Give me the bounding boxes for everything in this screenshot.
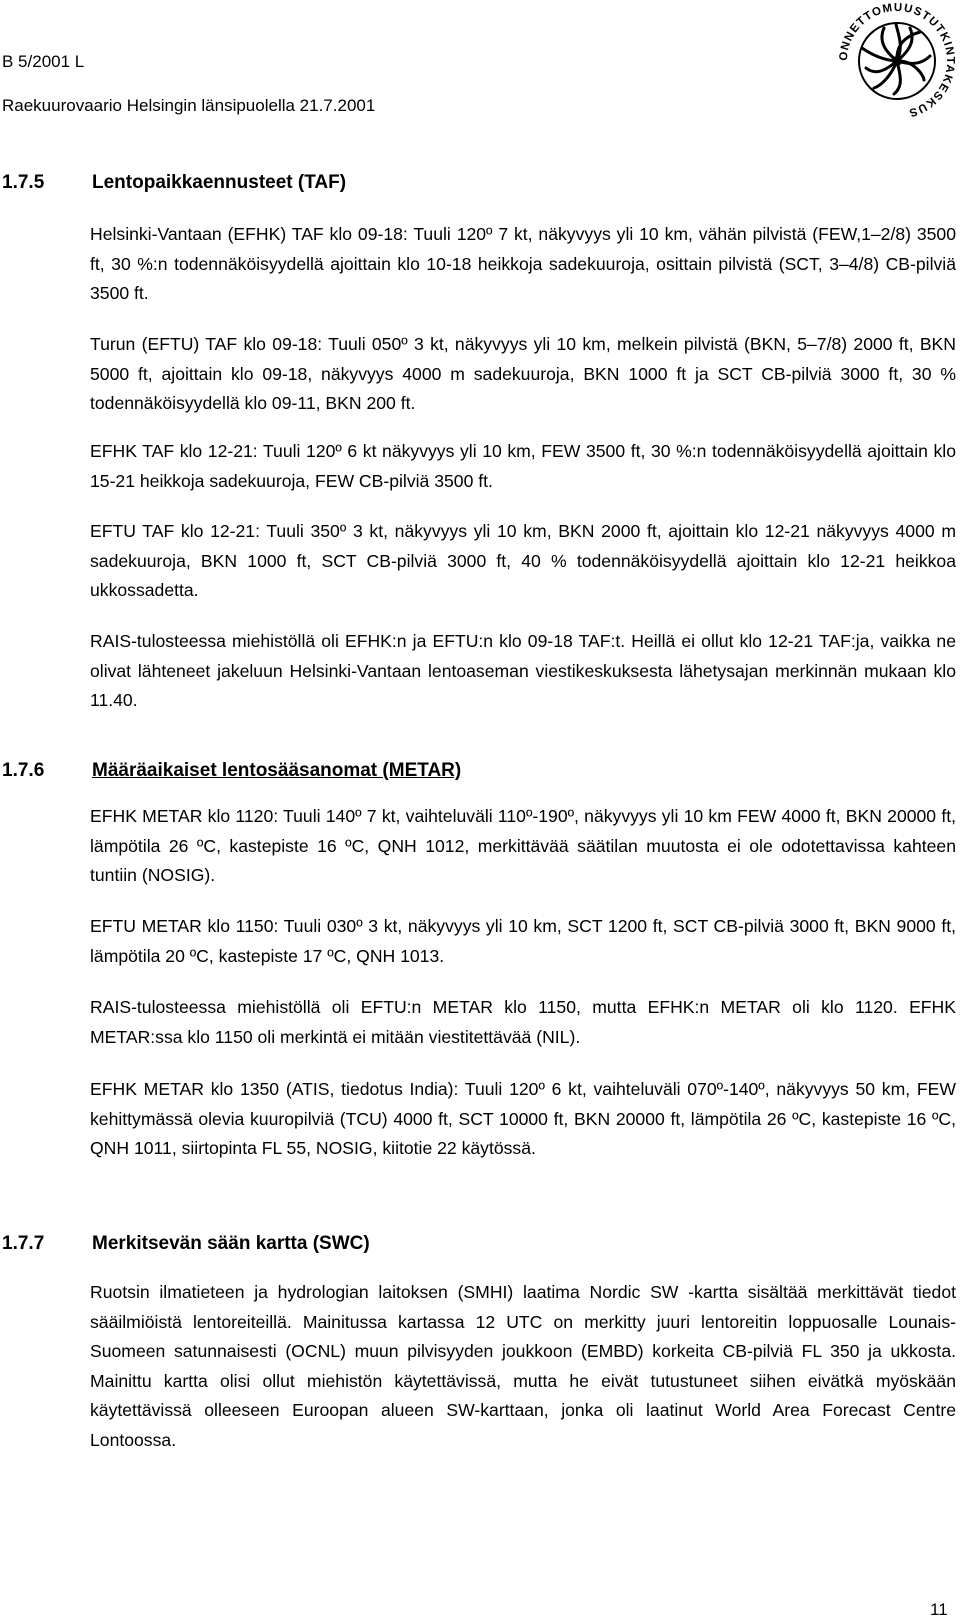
agency-seal-icon	[838, 2, 956, 120]
section-title: Lentopaikkaennusteet (TAF)	[92, 172, 347, 193]
section-heading-1-7-5	[2, 172, 346, 194]
paragraph: RAIS-tulosteessa miehistöllä oli EFTU:n METAR klo 1150, mutta EFHK:n METAR oli klo 1120. EFHK METAR:ssa klo 1150 oli merkintä ei mitään viestitettävää (NIL).	[90, 997, 956, 1047]
paragraph: Helsinki-Vantaan (EFHK) TAF klo 09-18: Tuuli 120º 7 kt, näkyvyys yli 10 km, vähän pilvistä (FEW,1–2/8) 3500 ft, 30 %:n todennäköisyydellä ajoittain klo 10-18 heikkoja sadekuuroja, osittain pilvistä (SCT, 3–4/8) CB-pilviä 3500 ft.	[90, 224, 956, 303]
paragraph: RAIS-tulosteessa miehistöllä oli EFHK:n ja EFTU:n klo 09-18 TAF:t. Heillä ei ollut klo 12-21 TAF:ja, vaikka ne olivat lähteneet jakeluun Helsinki-Vantaan lentoaseman viestikeskuksesta lähetysajan merkinnän mukaan klo 11.40.	[90, 631, 956, 710]
section-heading-1-7-6	[2, 760, 461, 782]
paragraph: EFHK METAR klo 1350 (ATIS, tiedotus India): Tuuli 120º 6 kt, vaihteluväli 070º-140º, näkyvyys 50 km, FEW kehittymässä olevia kuuropilviä (TCU) 4000 ft, SCT 10000 ft, BKN 20000 ft, lämpötila 26 ºC, kastepiste 16 ºC, QNH 1011, siirtopinta FL 55, NOSIG, kiitotie 22 käytössä.	[90, 1079, 956, 1158]
section-number: 1.7.7	[2, 1233, 45, 1254]
paragraph: EFTU METAR klo 1150: Tuuli 030º 3 kt, näkyvyys yli 10 km, SCT 1200 ft, SCT CB-pilviä 3000 ft, BKN 9000 ft, lämpötila 20 ºC, kastepiste 17 ºC, QNH 1013.	[90, 916, 956, 966]
page-number: 11	[930, 1600, 948, 1619]
section-title: Määräaikaiset lentosääsanomat (METAR)	[92, 760, 462, 781]
section-heading-1-7-7	[2, 1233, 370, 1255]
section-number: 1.7.6	[2, 760, 45, 781]
paragraph: EFHK METAR klo 1120: Tuuli 140º 7 kt, vaihteluväli 110º-190º, näkyvyys yli 10 km FEW 4000 ft, BKN 20000 ft, lämpötila 26 ºC, kastepiste 16 ºC, QNH 1012, merkittävää säätilan muutosta ei ole odotettavissa kahteen tuntiin (NOSIG).	[90, 806, 956, 885]
report-title: Raekuurovaario Helsingin länsipuolella 21.7.2001	[2, 96, 376, 115]
paragraph: Ruotsin ilmatieteen ja hydrologian laitoksen (SMHI) laatima Nordic SW -kartta sisältää merkittävät tiedot sääilmiöistä lentoreiteillä. Mainitussa kartassa 12 UTC on merkitty juuri lentoreitin loppuosalle Lounais-Suomeen satunnaisesti (OCNL) muun pilvisyyden joukkoon (EMBD) korkeita CB-pilviä FL 350 ja ukkosta. Mainittu kartta olisi ollut miehistön käytettävissä, mutta he eivät tutustuneet siihen eivätkä myöskään käytettävissä olleeseen Euroopan alueen SW-karttaan, jonka oli laatinut World Area Forecast Centre Lontoossa.	[90, 1282, 956, 1450]
paragraph: EFTU TAF klo 12-21: Tuuli 350º 3 kt, näkyvyys yli 10 km, BKN 2000 ft, ajoittain klo 12-21 näkyvyys 4000 m sadekuuroja, BKN 1000 ft, SCT CB-pilviä 3000 ft, 40 % todennäköisyydellä ajoittain klo 12-21 heikkoa ukkossadetta.	[90, 521, 956, 600]
paragraph: EFHK TAF klo 12-21: Tuuli 120º 6 kt näkyvyys yli 10 km, FEW 3500 ft, 30 %:n todennäköisyydellä ajoittain klo 15-21 heikkoja sadekuuroja, FEW CB-pilviä 3500 ft.	[90, 441, 956, 491]
report-id: B 5/2001 L	[2, 52, 85, 71]
section-title: Merkitsevän sään kartta (SWC)	[92, 1233, 370, 1254]
document-header	[2, 52, 375, 140]
seal-text: ONNETTOMUUSTUTKINTAKESKUS	[838, 2, 956, 119]
section-number: 1.7.5	[2, 172, 45, 193]
paragraph: Turun (EFTU) TAF klo 09-18: Tuuli 050º 3 kt, näkyvyys yli 10 km, melkein pilvistä (BKN, 5–7/8) 2000 ft, BKN 5000 ft, ajoittain klo 09-18, näkyvyys 4000 m sadekuuroja, BKN 1000 ft ja SCT CB-pilviä 3000 ft, 30 % todennäköisyydellä klo 09-11, BKN 200 ft.	[90, 334, 956, 413]
